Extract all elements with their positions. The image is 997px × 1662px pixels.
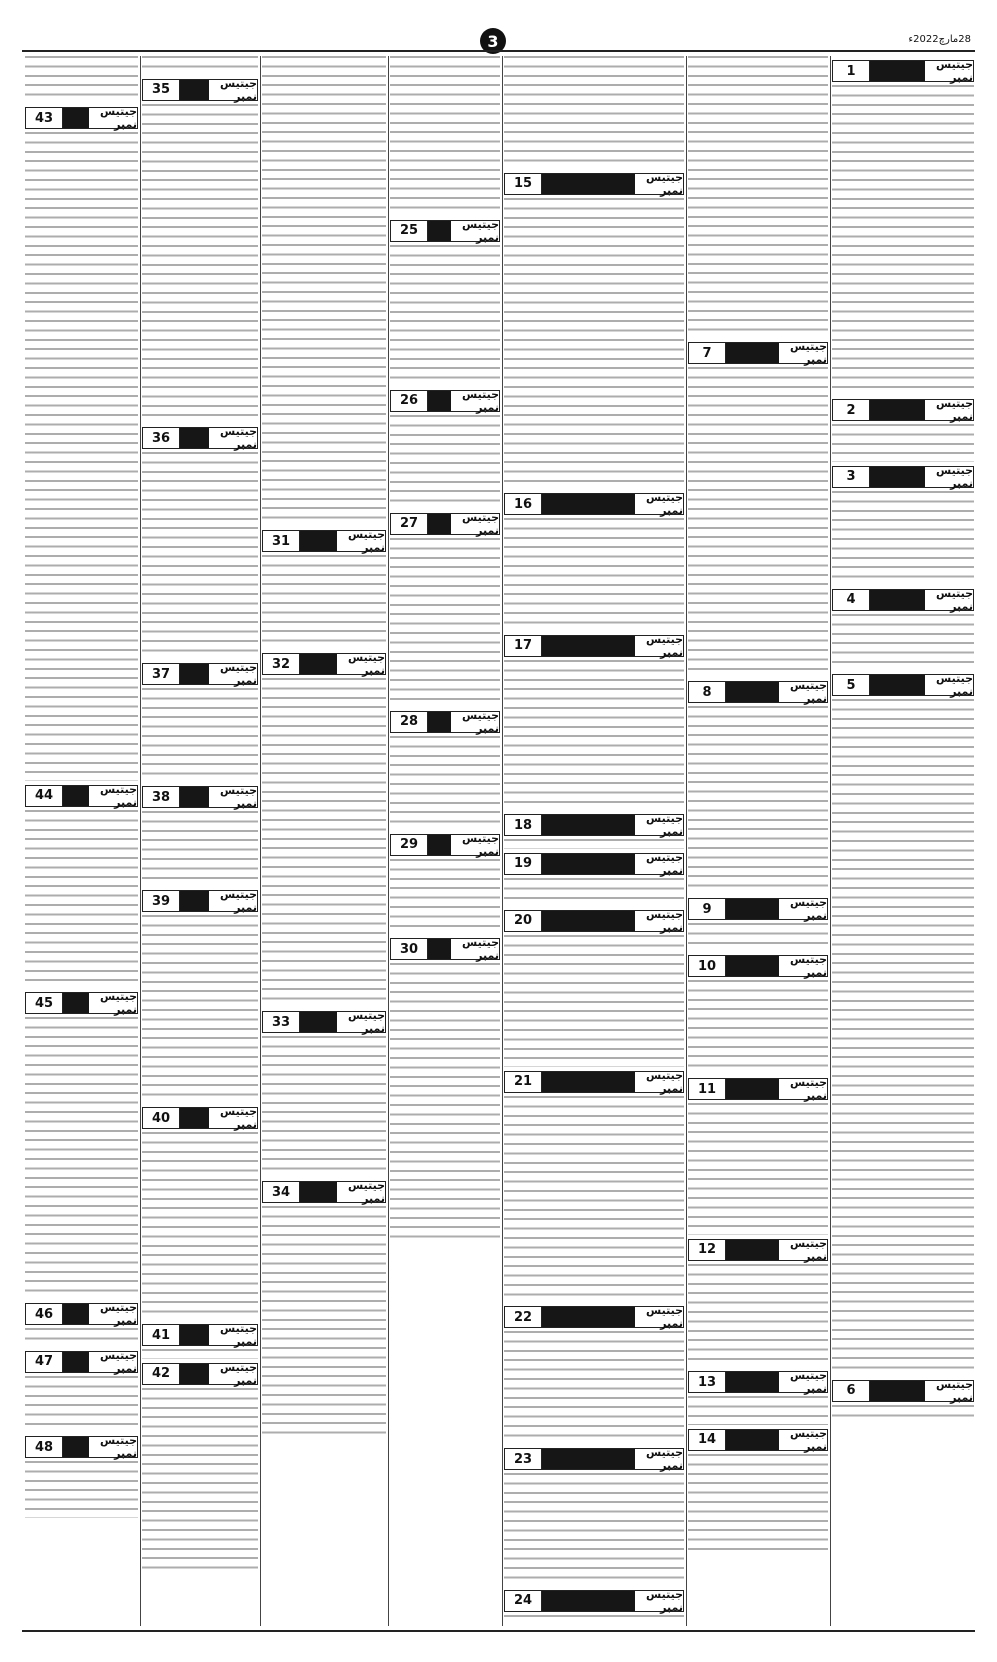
notice-text [25,810,138,989]
notice-text [25,1461,138,1517]
notice-label: جیتیس نمبر [348,528,385,554]
notice-label: جیتیس نمبر [790,953,827,980]
notice-label: جیتیس نمبر [220,76,257,103]
notice-label: جیتیس نمبر [790,896,827,923]
notice-number: 31 [263,531,300,551]
notice-label: جیتیس نمبر [936,1377,973,1404]
notice-number: 11 [689,1079,726,1099]
black-bar [428,712,451,732]
black-bar [300,1012,337,1032]
notice-label: جیتیس نمبر [462,217,499,244]
black-bar [300,531,337,551]
black-bar [180,1325,209,1345]
notice-header-box [390,831,500,858]
notice-text [688,1396,828,1424]
column-2 [688,56,828,1626]
black-bar [428,835,451,855]
notice-text [25,1017,138,1299]
header-rule [22,50,975,52]
notice-label: جیتیس نمبر [646,1068,683,1095]
notice-header-box [390,510,500,537]
notice-label: جیتیس نمبر [100,782,137,809]
notice-number: 27 [391,514,428,534]
notice-text [390,736,500,830]
notice-header-box [25,782,138,809]
black-bar [180,1108,209,1128]
black-bar [726,956,779,976]
black-bar [180,428,209,448]
notice-number: 5 [833,675,870,695]
notice-label: جیتیس نمبر [462,936,499,963]
notice-number: 48 [26,1437,63,1457]
notice-number: 25 [391,221,428,241]
column-7 [25,56,138,1626]
notice-text [688,1103,828,1235]
black-bar [542,854,635,874]
notice-text [390,963,500,1245]
notice-number: 44 [26,786,63,806]
notice-label: جیتیس نمبر [646,632,683,659]
notice-header-box [688,1076,828,1103]
notice-number: 10 [689,956,726,976]
notice-number: 17 [505,636,542,656]
notice-text [390,538,500,707]
notice-text [504,935,684,1067]
notice-text [142,811,258,886]
notice-label: جیتیس نمبر [462,708,499,735]
black-bar [542,494,635,514]
notice-number: 24 [505,1591,542,1611]
black-bar [63,108,89,128]
notice-text [688,1264,828,1367]
notice-number: 21 [505,1072,542,1092]
notice-header-box [504,1587,684,1614]
notice-header-box [25,1434,138,1461]
black-bar [428,221,451,241]
notice-header-box [504,632,684,659]
notice-text [688,367,828,677]
notice-label: جیتیس نمبر [790,679,827,706]
notice-header-box [142,1322,258,1349]
black-bar [870,675,925,695]
page-date: 28مارچ2022ء [908,34,971,45]
notice-number: 34 [263,1182,300,1202]
notice-label: جیتیس نمبر [220,1105,257,1132]
notice-number: 35 [143,80,180,100]
black-bar [300,654,337,674]
notice-number: 15 [505,174,542,194]
black-bar [870,590,925,610]
black-bar [542,1072,635,1092]
notice-text [262,1206,386,1441]
footer-rule [22,1630,975,1632]
notice-text [262,1036,386,1177]
column-divider [388,56,389,1626]
black-bar [726,1240,779,1260]
notice-number: 18 [505,815,542,835]
black-bar [726,1079,779,1099]
black-bar [726,899,779,919]
black-bar [180,1364,209,1384]
notice-label: جیتیس نمبر [220,888,257,915]
black-bar [726,1430,779,1450]
notice-label: جیتیس نمبر [790,1076,827,1103]
notice-text [832,699,974,1376]
notice-header-box [504,170,684,197]
notice-number: 28 [391,712,428,732]
notice-number: 26 [391,391,428,411]
notice-number: 33 [263,1012,300,1032]
notice-header-box [142,76,258,103]
notice-label: جیتیس نمبر [936,672,973,699]
black-bar [63,993,89,1013]
notice-header-box [142,1360,258,1387]
notice-number: 38 [143,787,180,807]
notice-number: 12 [689,1240,726,1260]
notice-text [142,1388,258,1576]
notice-number: 36 [143,428,180,448]
notice-label: جیتیس نمبر [100,1434,137,1461]
column-divider [260,56,261,1626]
notice-text [688,56,828,338]
notice-header-box [142,1105,258,1132]
notice-header-box [688,896,828,923]
notice-number: 42 [143,1364,180,1384]
notice-label: جیتیس نمبر [790,1369,827,1396]
notice-header-box [25,107,138,129]
notice-text [504,1615,684,1624]
column-divider [830,56,831,1626]
notice-text [390,859,500,934]
black-bar [63,1437,89,1457]
notice-number: 14 [689,1430,726,1450]
notice-label: جیتیس نمبر [220,784,257,811]
notice-text [504,1473,684,1586]
notice-number: 45 [26,993,63,1013]
notice-header-box [688,1236,828,1263]
black-bar [542,636,635,656]
notice-text [504,660,684,810]
notice-number: 37 [143,664,180,684]
notice-number: 20 [505,911,542,931]
notice-header-box [142,888,258,915]
black-bar [428,939,451,959]
notice-number: 4 [833,590,870,610]
notice-text [262,678,386,1007]
notice-number: 30 [391,939,428,959]
notice-label: جیتیس نمبر [100,1301,137,1328]
black-bar [300,1182,337,1202]
notice-text [504,1096,684,1303]
notice-header-box [504,491,684,518]
notice-number: 13 [689,1372,726,1392]
notice-number: 41 [143,1325,180,1345]
notice-number: 8 [689,682,726,702]
notice-number: 6 [833,1381,870,1401]
notice-text [688,706,828,894]
black-bar [870,467,925,487]
notice-text [832,1405,974,1424]
notice-label: جیتیس نمبر [790,340,827,366]
column-4 [390,56,500,1626]
notice-header-box [390,217,500,244]
notice-text [504,198,684,489]
black-bar [870,1381,925,1401]
notice-text [142,56,258,75]
notice-text [832,491,974,585]
black-bar [542,1307,635,1327]
notice-text [25,132,138,781]
notice-label: جیتیس نمبر [646,491,683,518]
notice-text [142,452,258,659]
notice-header-box [832,1377,974,1404]
black-bar [542,815,635,835]
notice-header-box [25,1348,138,1375]
notice-number: 1 [833,61,870,81]
notice-text [688,980,828,1074]
black-bar [63,786,89,806]
notice-header-box [262,653,386,675]
black-bar [428,514,451,534]
notice-number: 43 [26,108,63,128]
notice-label: جیتیس نمبر [220,1360,257,1387]
notice-label: جیتیس نمبر [936,397,973,424]
notice-label: جیتیس نمبر [936,463,973,490]
notice-header-box [504,907,684,934]
notice-label: جیتیس نمبر [220,661,257,688]
notice-number: 40 [143,1108,180,1128]
notice-text [142,104,258,424]
notice-text [25,1328,138,1347]
notice-header-box [504,812,684,839]
column-divider [686,56,687,1626]
notice-header-box [832,672,974,699]
notice-text [688,923,828,951]
black-bar [542,1591,635,1611]
notice-label: جیتیس نمبر [100,990,137,1017]
notice-label: جیتیس نمبر [790,1236,827,1263]
notice-text [262,555,386,649]
notice-label: جیتیس نمبر [646,170,683,197]
black-bar [870,400,925,420]
black-bar [180,787,209,807]
notice-label: جیتیس نمبر [462,831,499,858]
notice-header-box [688,1369,828,1396]
notice-header-box [142,425,258,452]
column-divider [140,56,141,1626]
black-bar [180,664,209,684]
notice-header-box [504,1068,684,1095]
notice-header-box [832,397,974,424]
notice-label: جیتیس نمبر [220,425,257,452]
notice-header-box [262,1011,386,1033]
notice-header-box [142,784,258,811]
notice-number: 32 [263,654,300,674]
notice-label: جیتیس نمبر [100,1348,137,1375]
notice-label: جیتیس نمبر [936,586,973,613]
black-bar [542,911,635,931]
black-bar [870,61,925,81]
black-bar [542,1449,635,1469]
notice-header-box [25,1301,138,1328]
notice-text [142,688,258,782]
notice-label: جیتیس نمبر [646,850,683,877]
notice-number: 3 [833,467,870,487]
notice-text [832,85,974,395]
notice-header-box [688,1426,828,1453]
black-bar [180,891,209,911]
notice-label: جیتیس نمبر [646,1304,683,1331]
notice-label: جیتیس نمبر [220,1322,257,1349]
notice-text [688,1454,828,1557]
notice-label: جیتیس نمبر [348,1179,385,1205]
black-bar [542,174,635,194]
notice-text [25,56,138,103]
notice-number: 19 [505,854,542,874]
notice-text [142,915,258,1103]
notice-text [504,878,684,906]
notice-number: 22 [505,1307,542,1327]
notice-header-box [504,850,684,877]
notice-text [390,56,500,216]
notice-label: جیتیس نمبر [646,907,683,934]
notice-header-box [688,342,828,364]
notice-header-box [262,530,386,552]
notice-header-box [832,60,974,82]
notice-header-box [390,708,500,735]
notice-label: جیتیس نمبر [790,1426,827,1453]
notice-label: جیتیس نمبر [646,812,683,839]
notice-number: 7 [689,343,726,363]
notice-text [142,1349,258,1358]
notice-header-box [504,1304,684,1331]
black-bar [63,1352,89,1372]
notice-label: جیتیس نمبر [348,1009,385,1035]
notice-label: جیتیس نمبر [348,651,385,677]
notice-text [504,1331,684,1444]
black-bar [428,391,451,411]
notice-text [832,614,974,670]
black-bar [726,343,779,363]
black-bar [63,1304,89,1324]
notice-label: جیتیس نمبر [936,58,973,84]
notice-label: جیتیس نمبر [646,1587,683,1614]
notice-number: 9 [689,899,726,919]
notice-header-box [262,1181,386,1203]
black-bar [726,1372,779,1392]
notice-header-box [832,586,974,613]
notice-number: 23 [505,1449,542,1469]
notice-text [390,245,500,386]
notice-header-box [832,463,974,490]
black-bar [726,682,779,702]
notice-header-box [390,387,500,414]
notice-header-box [504,1446,684,1473]
notice-text [832,424,974,462]
column-1 [832,56,974,1626]
column-3 [504,56,684,1626]
notice-number: 39 [143,891,180,911]
notice-header-box [688,679,828,706]
notice-number: 46 [26,1304,63,1324]
column-6 [142,56,258,1626]
notice-text [25,1376,138,1432]
black-bar [180,80,209,100]
notice-header-box [142,661,258,688]
column-divider [502,56,503,1626]
notice-number: 29 [391,835,428,855]
notice-label: جیتیس نمبر [646,1446,683,1473]
notice-label: جیتیس نمبر [100,105,137,131]
notice-label: جیتیس نمبر [462,510,499,537]
notice-text [504,839,684,848]
notice-text [504,518,684,631]
notice-number: 2 [833,400,870,420]
notice-text [390,415,500,509]
notice-header-box [390,936,500,963]
column-5 [262,56,386,1626]
notice-header-box [25,990,138,1017]
notice-text [504,56,684,169]
notice-text [262,56,386,526]
page-number-badge: 3 [480,28,506,54]
notice-label: جیتیس نمبر [462,387,499,414]
notice-header-box [688,953,828,980]
notice-text [142,1132,258,1320]
notice-number: 47 [26,1352,63,1372]
notice-number: 16 [505,494,542,514]
